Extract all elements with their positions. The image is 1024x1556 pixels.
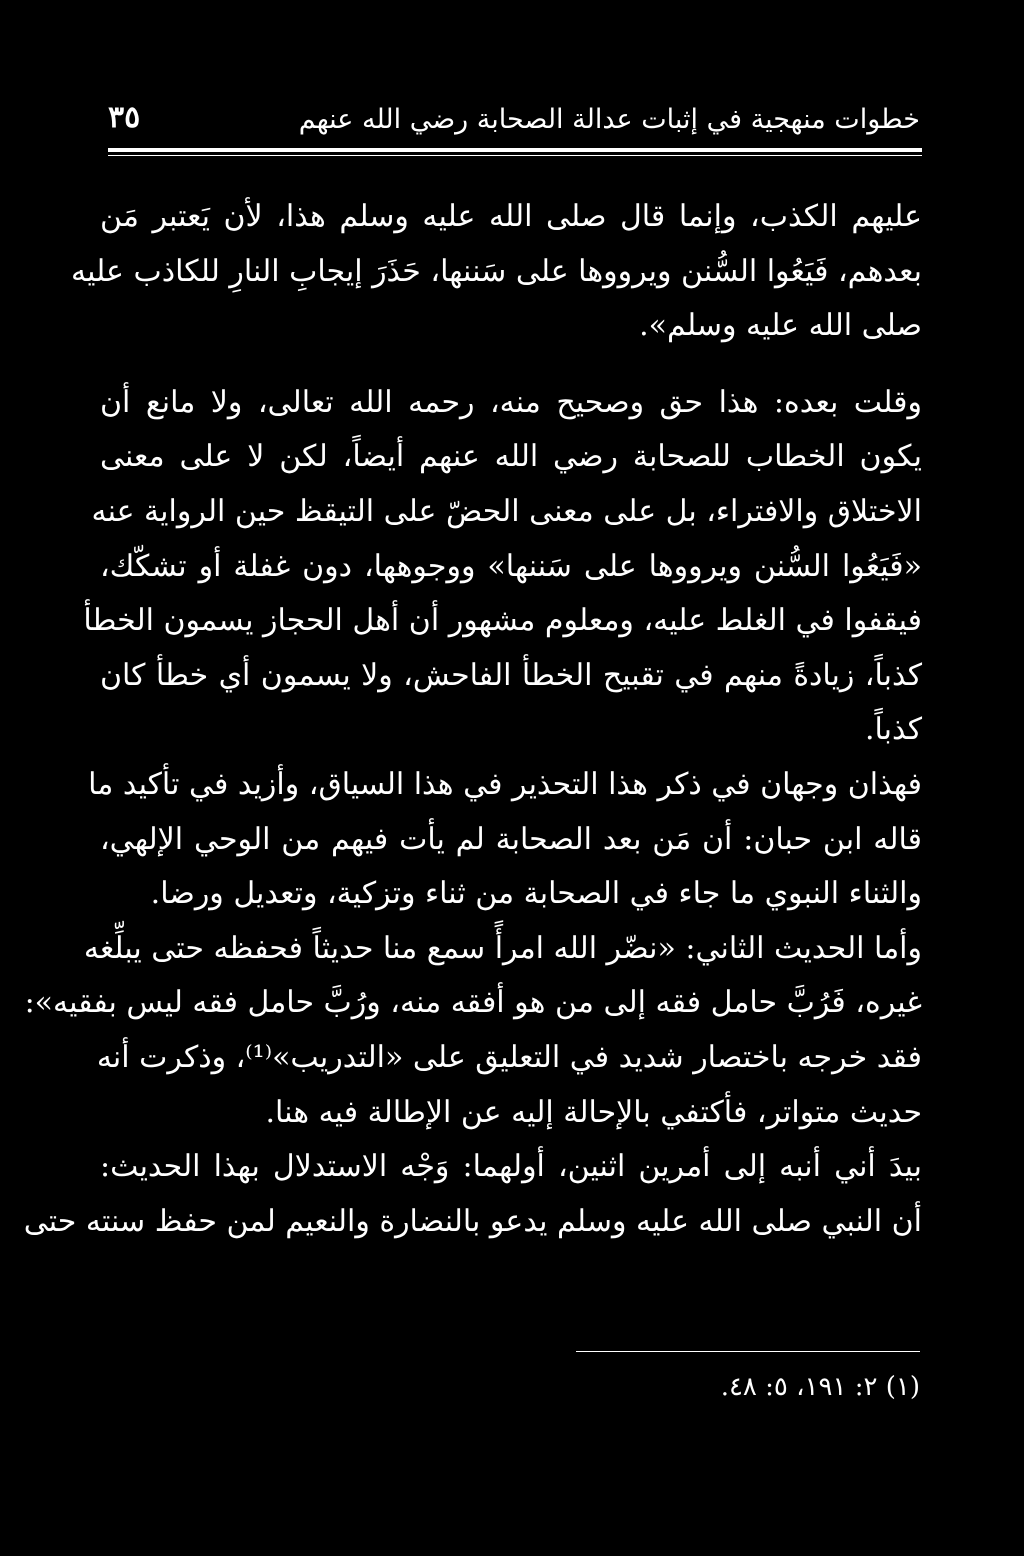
paragraph: [88, 758, 922, 922]
text-line: كذباً.: [864, 712, 922, 748]
text-line: وأما الحديث الثاني: «نضّر الله امرأً سمع منا حديثاً فحفظه حتى يبلِّغه: [83, 930, 922, 966]
paragraph: [70, 190, 922, 354]
text-line: كذباً، زيادةً منهم في تقبيح الخطأ الفاحش، ولا يسمون أي خطأ كان: [100, 657, 922, 693]
body-text: [23, 190, 922, 1249]
text-line: قاله ابن حبان: أن مَن بعد الصحابة لم يأت فيهم من الوحي الإلهي،: [100, 821, 922, 857]
text-line: بيدَ أني أنبه إلى أمرين اثنين، أولهما: وَجْه الاستدلال بهذا الحديث:: [100, 1149, 922, 1185]
footnote-rule: [576, 1351, 920, 1352]
running-title: خطوات منهجية في إثبات عدالة الصحابة رضي الله عنهم: [298, 104, 920, 135]
text-line: والثناء النبوي ما جاء في الصحابة من ثناء وتزكية، وتعديل ورضا.: [150, 876, 922, 912]
header-rule: [108, 148, 922, 152]
header-rule-thin: [108, 155, 922, 156]
text-line: «فَيَعُوا السُّنن ويرووها على سَننها» ووجوهها، دون غفلة أو تشكّك،: [100, 548, 922, 584]
text-line: بعدهم، فَيَعُوا السُّنن ويرووها على سَننها، حَذَرَ إيجابِ النارِ للكاذب عليه: [70, 253, 922, 289]
paragraph: [24, 922, 922, 1140]
page-header: [108, 100, 920, 144]
paragraph: [83, 376, 922, 758]
text-line: صلى الله عليه وسلم».: [639, 308, 922, 344]
text-line: أن النبي صلى الله عليه وسلم يدعو بالنضارة والنعيم لمن حفظ سنته حتى: [23, 1203, 922, 1239]
text-line: غيره، فَرُبَّ حامل فقه إلى من هو أفقه منه، ورُبَّ حامل فقه ليس بفقيه»:: [24, 985, 922, 1021]
text-line: فهذان وجهان في ذكر هذا التحذير في هذا السياق، وأزيد في تأكيد ما: [88, 766, 922, 802]
text-line: حديث متواتر، فأكتفي بالإحالة إليه عن الإطالة فيه هنا.: [265, 1094, 922, 1130]
text-line: الاختلاق والافتراء، بل على معنى الحضّ على التيقظ حين الرواية عنه: [91, 493, 922, 529]
text-line: فقد خرجه باختصار شديد في التعليق على «التدريب»⁽¹⁾، وذكرت أنه: [96, 1039, 922, 1075]
footnote: (١) ٢: ١٩١، ٥: ٤٨.: [720, 1372, 920, 1402]
page-number: ٣٥: [108, 100, 141, 135]
text-line: يكون الخطاب للصحابة رضي الله عنهم أيضاً، لكن لا على معنى: [100, 439, 922, 475]
text-line: عليهم الكذب، وإنما قال صلى الله عليه وسلم هذا، لأن يَعتبر مَن: [100, 199, 922, 234]
paragraph: [23, 1140, 922, 1249]
text-line: وقلت بعده: هذا حق وصحيح منه، رحمه الله تعالى، ولا مانع أن: [100, 384, 922, 420]
text-line: فيقفوا في الغلط عليه، ومعلوم مشهور أن أهل الحجاز يسمون الخطأ: [83, 603, 922, 639]
